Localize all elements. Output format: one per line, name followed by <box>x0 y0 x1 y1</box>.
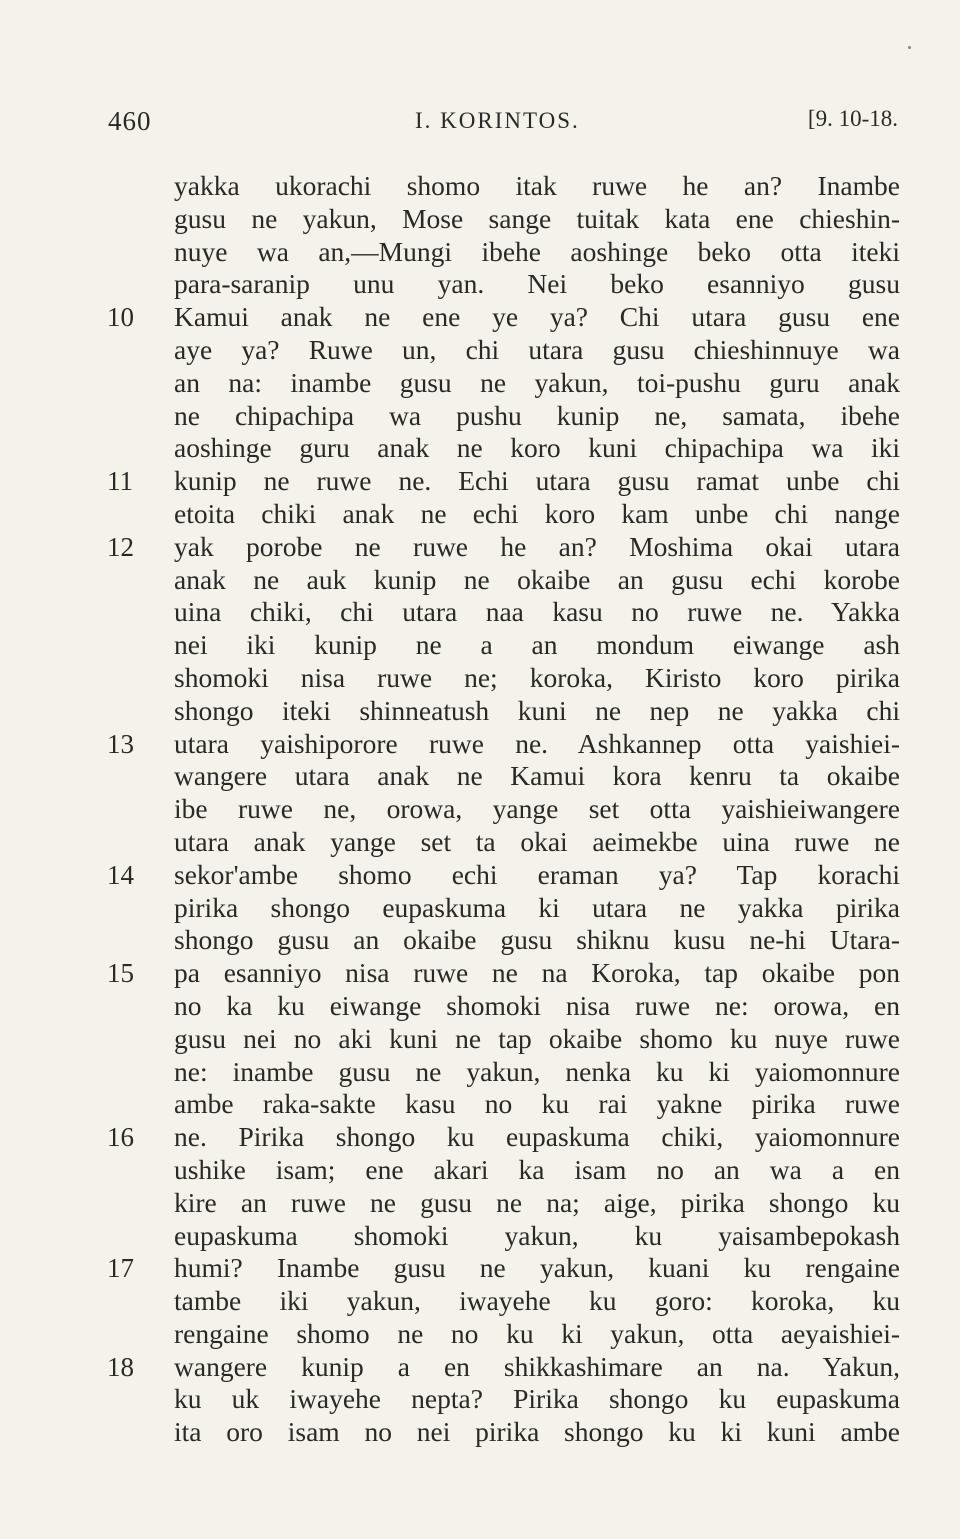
verse-number: 11 <box>107 466 133 497</box>
text-line <box>100 432 900 465</box>
text-line <box>100 1220 900 1253</box>
line-text: ita oro isam no nei pirika shongo ku ki kuni ambe <box>174 1416 900 1448</box>
page-number: 460 <box>108 106 152 136</box>
line-text: ambe raka-sakte kasu no ku rai yakne pirika ruwe <box>174 1088 900 1120</box>
text-line <box>100 1252 900 1285</box>
line-text: humi? Inambe gusu ne yakun, kuani ku rengaine <box>174 1252 900 1284</box>
line-text: kunip ne ruwe ne. Echi utara gusu ramat unbe chi <box>174 465 900 497</box>
text-line <box>100 465 900 498</box>
line-text: sekor'ambe shomo echi eraman ya? Tap korachi <box>174 858 900 890</box>
text-line <box>100 596 900 629</box>
text-line <box>100 531 900 564</box>
line-text: uina chiki, chi utara naa kasu no ruwe ne. Yakka <box>174 596 900 628</box>
line-text: gusu ne yakun, Mose sange tuitak kata ene chieshin- <box>174 202 900 234</box>
line-text: eupaskuma shomoki yakun, ku yaisambepokash <box>174 1219 900 1251</box>
text-line <box>100 1187 900 1220</box>
text-line <box>100 629 900 662</box>
line-text: nei iki kunip ne a an mondum eiwange ash <box>174 629 900 661</box>
text-line <box>100 990 900 1023</box>
text-line <box>100 367 900 400</box>
text-line <box>100 1416 900 1449</box>
line-text: tambe iki yakun, iwayehe ku goro: koroka, ku <box>174 1285 900 1317</box>
line-text: ne chipachipa wa pushu kunip ne, samata, ibehe <box>174 399 900 431</box>
text-line <box>100 1351 900 1384</box>
line-text: gusu nei no aki kuni ne tap okaibe shomo ku nuye ruwe <box>174 1022 900 1054</box>
verse-number: 14 <box>107 859 134 890</box>
verse-number: 10 <box>107 302 134 333</box>
line-text: yakka ukorachi shomo itak ruwe he an? Inambe <box>174 170 900 201</box>
text-line <box>100 793 900 826</box>
line-text: kire an ruwe ne gusu ne na; aige, pirika shongo ku <box>174 1186 900 1218</box>
line-text: utara anak yange set ta okai aeimekbe uina ruwe ne <box>174 825 900 857</box>
text-line <box>100 1383 900 1416</box>
text-line <box>100 728 900 761</box>
text-line <box>100 1056 900 1089</box>
text-line <box>100 1023 900 1056</box>
text-line <box>100 170 900 203</box>
line-text: shomoki nisa ruwe ne; koroka, Kiristo koro pirika <box>174 661 900 693</box>
line-text: Kamui anak ne ene ye ya? Chi utara gusu ene <box>174 301 900 333</box>
line-text: wangere utara anak ne Kamui kora kenru ta okaibe <box>174 760 900 792</box>
page-speck <box>908 46 911 49</box>
line-text: yak porobe ne ruwe he an? Moshima okai utara <box>174 530 900 562</box>
running-title: I. KORINTOS. <box>415 108 580 133</box>
text-line <box>100 400 900 433</box>
text-line <box>100 268 900 301</box>
line-text: anak ne auk kunip ne okaibe an gusu echi korobe <box>174 563 900 595</box>
line-text: ne: inambe gusu ne yakun, nenka ku ki yaiomonnure <box>174 1055 900 1087</box>
line-text: an na: inambe gusu ne yakun, toi-pushu guru anak <box>174 366 900 398</box>
text-line <box>100 1088 900 1121</box>
text-line <box>100 760 900 793</box>
verse-number: 15 <box>107 958 134 989</box>
text-line <box>100 203 900 236</box>
line-text: shongo gusu an okaibe gusu shiknu kusu ne-hi Utara- <box>174 924 900 956</box>
line-text: nuye wa an,—Mungi ibehe aoshinge beko otta iteki <box>174 235 900 267</box>
line-text: etoita chiki anak ne echi koro kam unbe chi nange <box>174 497 900 529</box>
line-text: aoshinge guru anak ne koro kuni chipachipa wa iki <box>174 432 900 464</box>
page-body-text <box>100 170 900 1449</box>
line-text: para-saranip unu yan. Nei beko esanniyo gusu <box>174 268 900 300</box>
text-line <box>100 1154 900 1187</box>
text-line <box>100 924 900 957</box>
line-text: ne. Pirika shongo ku eupaskuma chiki, yaiomonnure <box>174 1121 900 1153</box>
line-text: pa esanniyo nisa ruwe ne na Koroka, tap okaibe pon <box>174 957 900 989</box>
text-line <box>100 892 900 925</box>
line-text: aye ya? Ruwe un, chi utara gusu chieshinnuye wa <box>174 333 900 365</box>
line-text: ibe ruwe ne, orowa, yange set otta yaishieiwangere <box>174 793 900 825</box>
text-line <box>100 498 900 531</box>
text-line <box>100 695 900 728</box>
line-text: no ka ku eiwange shomoki nisa ruwe ne: orowa, en <box>174 989 900 1021</box>
verse-number: 13 <box>107 728 134 759</box>
text-line <box>100 1121 900 1154</box>
text-line <box>100 334 900 367</box>
verse-number: 12 <box>107 531 134 562</box>
verse-number: 16 <box>107 1122 134 1153</box>
text-line <box>100 564 900 597</box>
verse-number: 17 <box>107 1253 134 1284</box>
line-text: shongo iteki shinneatush kuni ne nep ne yakka chi <box>174 694 900 726</box>
text-line <box>100 859 900 892</box>
line-text: rengaine shomo ne no ku ki yakun, otta aeyaishiei- <box>174 1317 900 1349</box>
text-line <box>100 826 900 859</box>
text-line <box>100 662 900 695</box>
line-text: ku uk iwayehe nepta? Pirika shongo ku eupaskuma <box>174 1383 900 1415</box>
line-text: utara yaishiporore ruwe ne. Ashkannep otta yaishiei- <box>174 727 900 759</box>
line-text: wangere kunip a en shikkashimare an na. Yakun, <box>174 1350 900 1382</box>
line-text: ushike isam; ene akari ka isam no an wa a en <box>174 1153 900 1185</box>
line-text: pirika shongo eupaskuma ki utara ne yakka pirika <box>174 891 900 923</box>
text-line <box>100 957 900 990</box>
text-line <box>100 1285 900 1318</box>
text-line <box>100 236 900 269</box>
running-header <box>108 106 898 146</box>
verse-number: 18 <box>107 1351 134 1382</box>
text-line <box>100 301 900 334</box>
text-line <box>100 1318 900 1351</box>
chapter-verse-reference: [9. 10-18. <box>807 106 898 131</box>
